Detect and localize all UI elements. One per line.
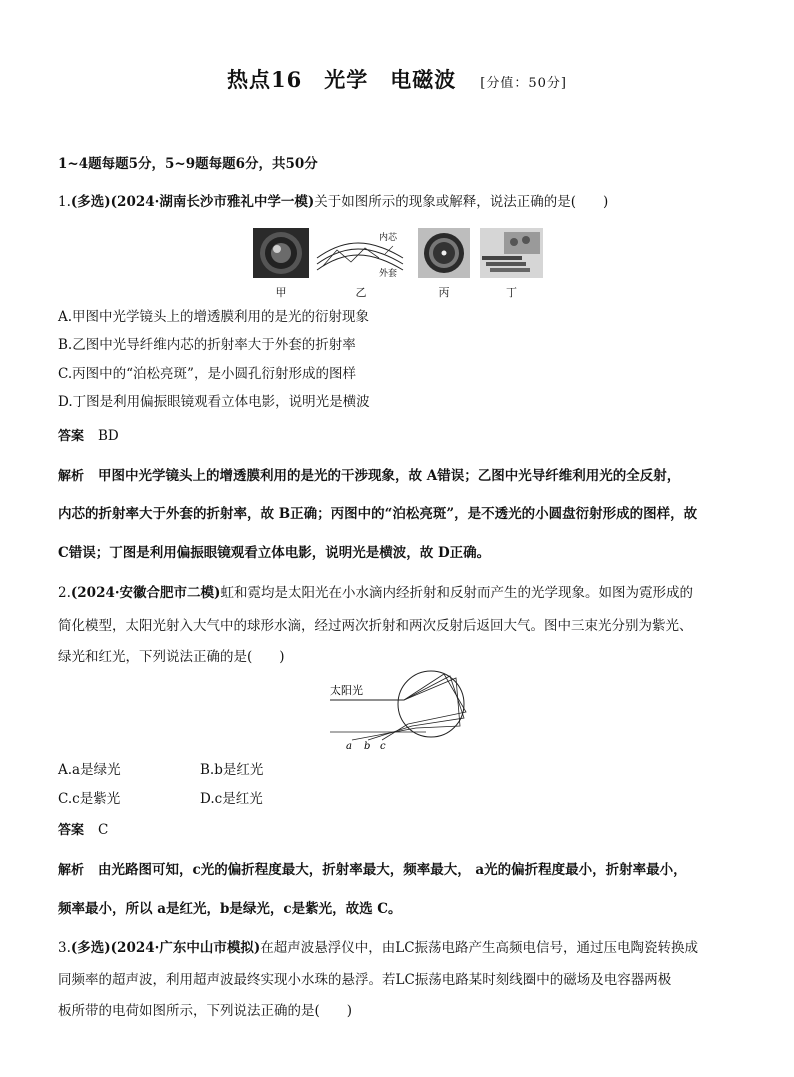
q3-stem-line-1 [58,936,698,956]
ray-c-label: c [380,741,386,752]
q1-analysis-text-1: 甲图中光学镜头上的增透膜利用的是光的干涉现象，故 A错误；乙图中光导纤维利用光的全反射， [98,468,681,484]
q1-stem: 关于如图所示的现象或解释，说法正确的是( ) [314,194,609,210]
figure-label-yi: 乙 [355,286,367,299]
q2-answer [58,819,108,838]
q2-analysis-text-1: 由光路图可知，c光的偏折程度最大，折射率最大，频率最大， a光的偏折程度最小，折射率最小， [98,862,687,878]
title-main: 热点16 光学 电磁波 [227,67,457,92]
fiber-core-label: 内芯 [379,233,398,243]
q1-stem-line [58,190,608,210]
q2-answer-value: C [98,822,109,838]
q1-option-a: A.甲图中光学镜头上的增透膜利用的是光的衍射现象 [58,309,370,325]
q3-source: (2024·广东中山市模拟) [110,940,261,956]
q3-tag: (多选) [70,940,111,956]
figure-label-ding: 丁 [506,286,517,299]
poisson-spot-image [418,228,470,278]
fiber-diagram [315,228,407,278]
q1-answer-label: 答案 [58,429,85,444]
q2-analysis-line-2: 频率最小，所以 a是红光，b是绿光，c是紫光，故选 C。 [58,901,402,917]
q1-option-d: D.丁图是利用偏振眼镜观看立体电影，说明光是横波 [58,394,370,410]
ray-a-label: a [346,741,352,752]
q1-tag: (多选) [70,194,111,210]
q3-number: 3. [58,940,71,956]
q2-answer-label: 答案 [58,823,85,838]
score-intro: 1~4题每题5分，5~9题每题6分，共50分 [58,156,318,172]
q2-stem-1: 虹和霓均是太阳光在小水滴内经折射和反射而产生的光学现象。如图为霓形成的 [220,585,693,601]
q2-option-c: C.c是紫光 [58,791,121,807]
q2-source: (2024·安徽合肥市二模) [70,585,221,601]
q2-option-a: A.a是绿光 [58,762,121,778]
page-title [0,64,794,94]
q1-analysis-label: 解析 [58,469,85,484]
q2-analysis-line-1 [58,858,687,878]
title-score: [分值：50分] [480,76,567,91]
cinema-3d-image [480,228,543,278]
figure-label-bing: 丙 [438,286,450,299]
q1-number: 1. [58,194,71,210]
q1-answer [58,425,119,444]
droplet-diagram [326,668,476,752]
q2-analysis-label: 解析 [58,863,85,878]
q3-stem-1: 在超声波悬浮仪中，由LC振荡电路产生高频电信号，通过压电陶瓷转换成 [260,940,699,956]
q3-stem-line-3: 板所带的电荷如图所示，下列说法正确的是( ) [58,1003,353,1019]
q1-option-c: C.丙图中的“泊松亮斑”，是小圆孔衍射形成的图样 [58,366,356,382]
q3-stem-line-2: 同频率的超声波，利用超声波最终实现小水珠的悬浮。若LC振荡电路某时刻线圈中的磁场及电容器两极 [58,972,672,988]
q1-answer-value: BD [98,428,119,444]
q1-figure [253,228,543,298]
fiber-cladding-label: 外套 [379,269,398,278]
ray-b-label: b [364,741,371,752]
q2-number: 2. [58,585,71,601]
q2-option-d: D.c是红光 [200,791,263,807]
q1-analysis-line-3: C错误；丁图是利用偏振眼镜观看立体电影，说明光是横波，故 D正确。 [58,545,491,561]
q1-analysis-line-1 [58,464,680,484]
lens-photo [253,228,309,278]
sunlight-label: 太阳光 [330,684,363,697]
q1-analysis-line-2: 内芯的折射率大于外套的折射率，故 B正确；丙图中的“泊松亮斑”，是不透光的小圆盘衍射形成的图样，故 [58,506,698,522]
q2-stem-line-3: 绿光和红光，下列说法正确的是( ) [58,649,285,665]
q2-option-b: B.b是红光 [200,762,264,778]
q1-option-b: B.乙图中光导纤维内芯的折射率大于外套的折射率 [58,337,356,353]
q1-source: (2024·湖南长沙市雅礼中学一模) [110,194,315,210]
q2-stem-line-1 [58,581,693,601]
figure-label-jia: 甲 [275,286,287,299]
q2-stem-line-2: 简化模型，太阳光射入大气中的球形水滴，经过两次折射和两次反射后返回大气。图中三束光分别为紫光、 [58,618,693,634]
